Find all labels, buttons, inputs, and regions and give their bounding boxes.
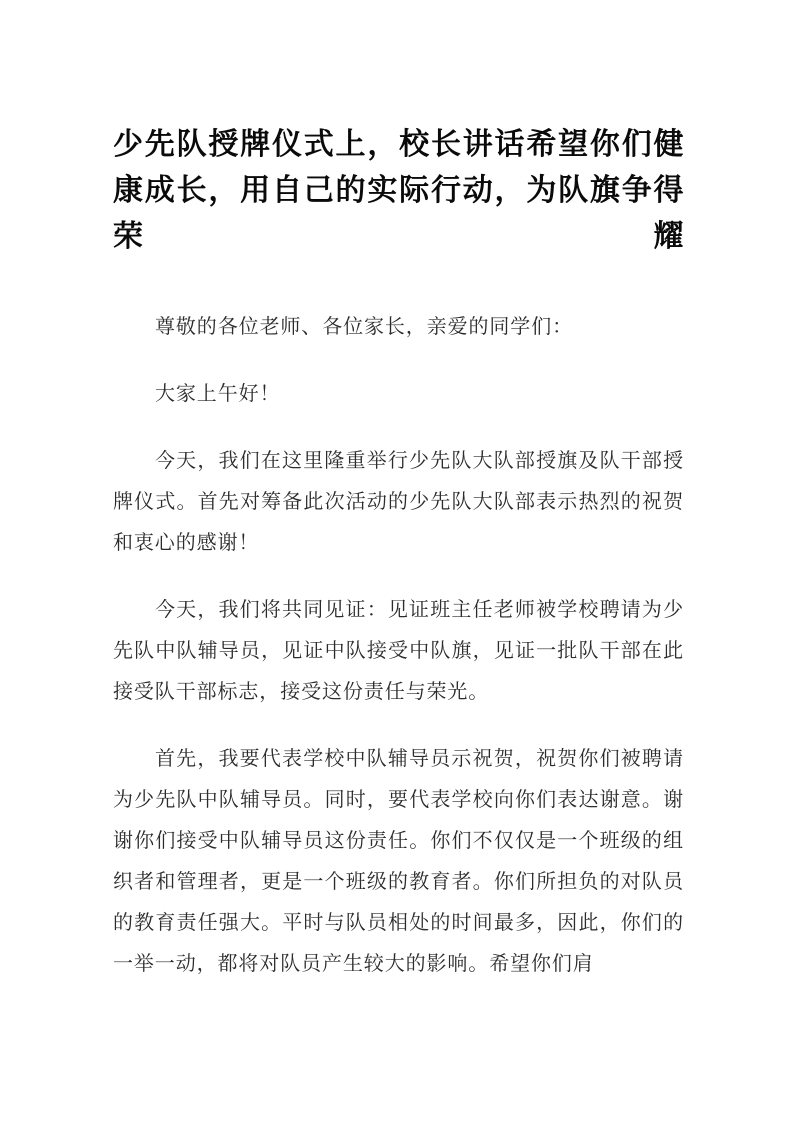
paragraph-ceremony-intro: 今天，我们在这里隆重举行少先队大队部授旗及队干部授牌仪式。首先对筹备此次活动的少先队大队部表示热烈的祝贺和衷心的感谢！ [113, 448, 684, 554]
paragraph-salutation: 尊敬的各位老师、各位家长，亲爱的同学们： [155, 314, 573, 338]
paragraph-counselor-congratulation: 首先，我要代表学校中队辅导员示祝贺，祝贺你们被聘请为少先队中队辅导员。同时，要代表学校向你们表达谢意。谢谢你们接受中队辅导员这份责任。你们不仅仅是一个班级的组织者和管理者，更是一个班级的教育者。你们所担负的对队员的教育责任强大。平时与队员相处的时间最多，因此，你们的一举一动，都将对队员产生较大的影响。希望你们肩 [113, 746, 684, 975]
document-content [113, 306, 684, 984]
paragraph-greeting: 大家上午好！ [155, 381, 281, 405]
document-body [113, 0, 684, 984]
document-title: 少先队授牌仪式上，校长讲话希望你们健康成长，用自己的实际行动，为队旗争得荣耀 [113, 127, 684, 254]
paragraph-witness: 今天，我们将共同见证：见证班主任老师被学校聘请为少先队中队辅导员，见证中队接受中队旗，见证一批队干部在此接受队干部标志，接受这份责任与荣光。 [113, 597, 684, 703]
